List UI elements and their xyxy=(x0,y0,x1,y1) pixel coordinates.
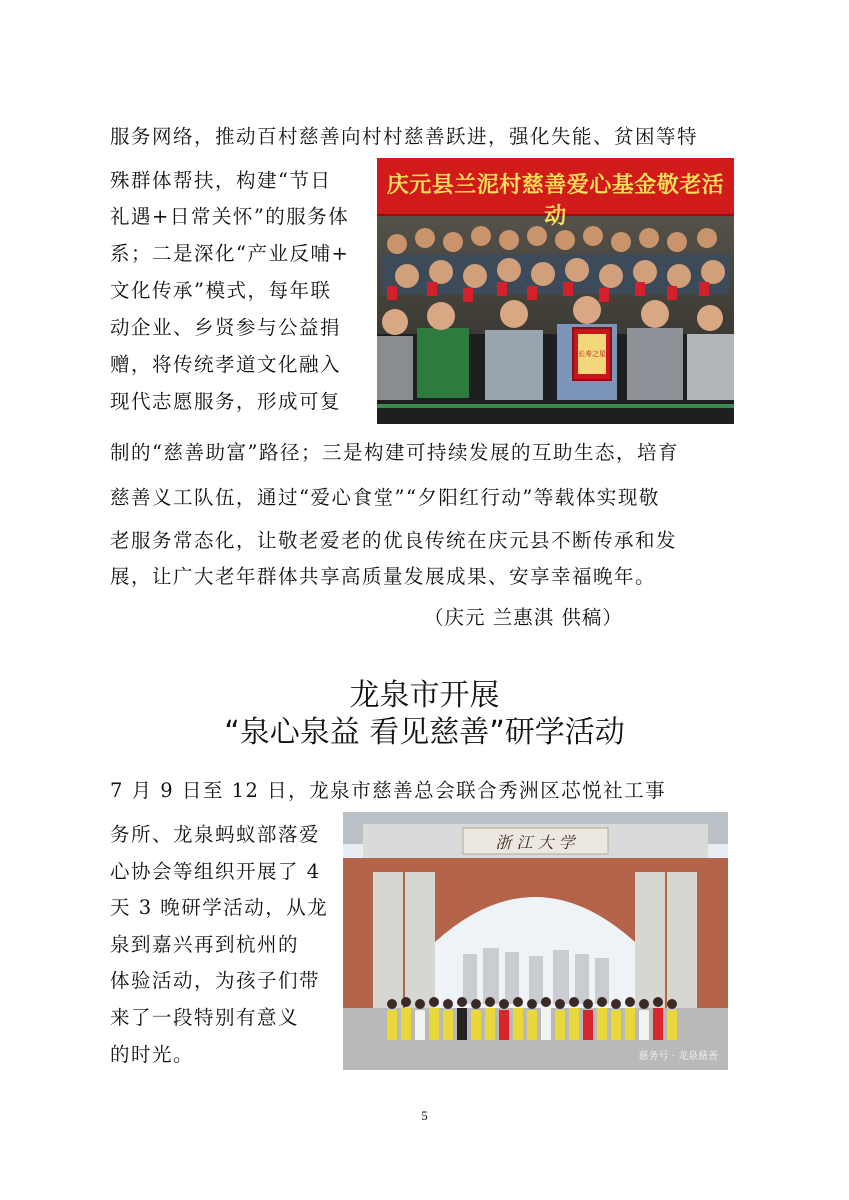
paragraph-line: 展，让广大老年群体共享高质量发展成果、安享幸福晚年。 xyxy=(110,565,657,588)
paragraph-line: 的时光。 xyxy=(110,1043,195,1066)
paragraph-line: 泉到嘉兴再到杭州的 xyxy=(110,933,300,956)
paragraph-line: 系；二是深化“产业反哺+ xyxy=(110,242,350,265)
university-gate-photo xyxy=(343,812,728,1070)
paragraph-line: 现代志愿服务，形成可复 xyxy=(110,390,342,413)
page-number: 5 xyxy=(421,1108,428,1123)
photo-illustration xyxy=(343,812,728,1070)
paragraph-line: 心协会等组织开展了 4 xyxy=(110,860,321,883)
elderly-group-photo xyxy=(377,158,734,424)
award-plaque-text: 长寿之星 xyxy=(578,350,606,358)
paragraph-line: 慈善义工队伍，通过“爱心食堂”“夕阳红行动”等载体实现敬 xyxy=(110,486,660,509)
photo-banner xyxy=(377,158,734,229)
article-title-line2: “泉心泉益 看见慈善”研学活动 xyxy=(224,715,625,750)
paragraph-line: 务所、龙泉蚂蚁部落爱 xyxy=(110,823,321,846)
paragraph-line: 殊群体帮扶，构建“节日 xyxy=(110,169,332,192)
paragraph-line: 来了一段特别有意义 xyxy=(110,1006,300,1029)
paragraph-line: 动企业、乡贤参与公益捐 xyxy=(110,316,342,339)
paragraph-line: 老服务常态化，让敬老爱老的优良传统在庆元县不断传承和发 xyxy=(110,529,678,552)
photo-watermark: 慈务号 · 龙泉慈善 xyxy=(638,1051,718,1062)
credit-line: （庆元 兰惠淇 供稿） xyxy=(424,606,623,629)
paragraph-line: 服务网络，推动百村慈善向村村慈善跃进，强化失能、贫困等特 xyxy=(110,125,699,148)
gate-inscription: 浙 江 大 学 xyxy=(495,833,575,852)
banner-text: 庆元县兰泥村慈善爱心基金敬老活动 xyxy=(386,173,725,229)
paragraph-line: 文化传承”模式，每年联 xyxy=(110,279,332,302)
paragraph-line: 赠，将传统孝道文化融入 xyxy=(110,353,342,376)
paragraph-line: 礼遇+日常关怀”的服务体 xyxy=(110,205,350,228)
paragraph-line: 体验活动，为孩子们带 xyxy=(110,969,321,992)
paragraph-line: 天 3 晚研学活动，从龙 xyxy=(110,896,329,919)
paragraph-line: 7 月 9 日至 12 日，龙泉市慈善总会联合秀洲区芯悦社工事 xyxy=(110,779,667,802)
paragraph-line: 制的“慈善助富”路径；三是构建可持续发展的互助生态，培育 xyxy=(110,441,679,464)
article-title-line1: 龙泉市开展 xyxy=(349,678,500,713)
